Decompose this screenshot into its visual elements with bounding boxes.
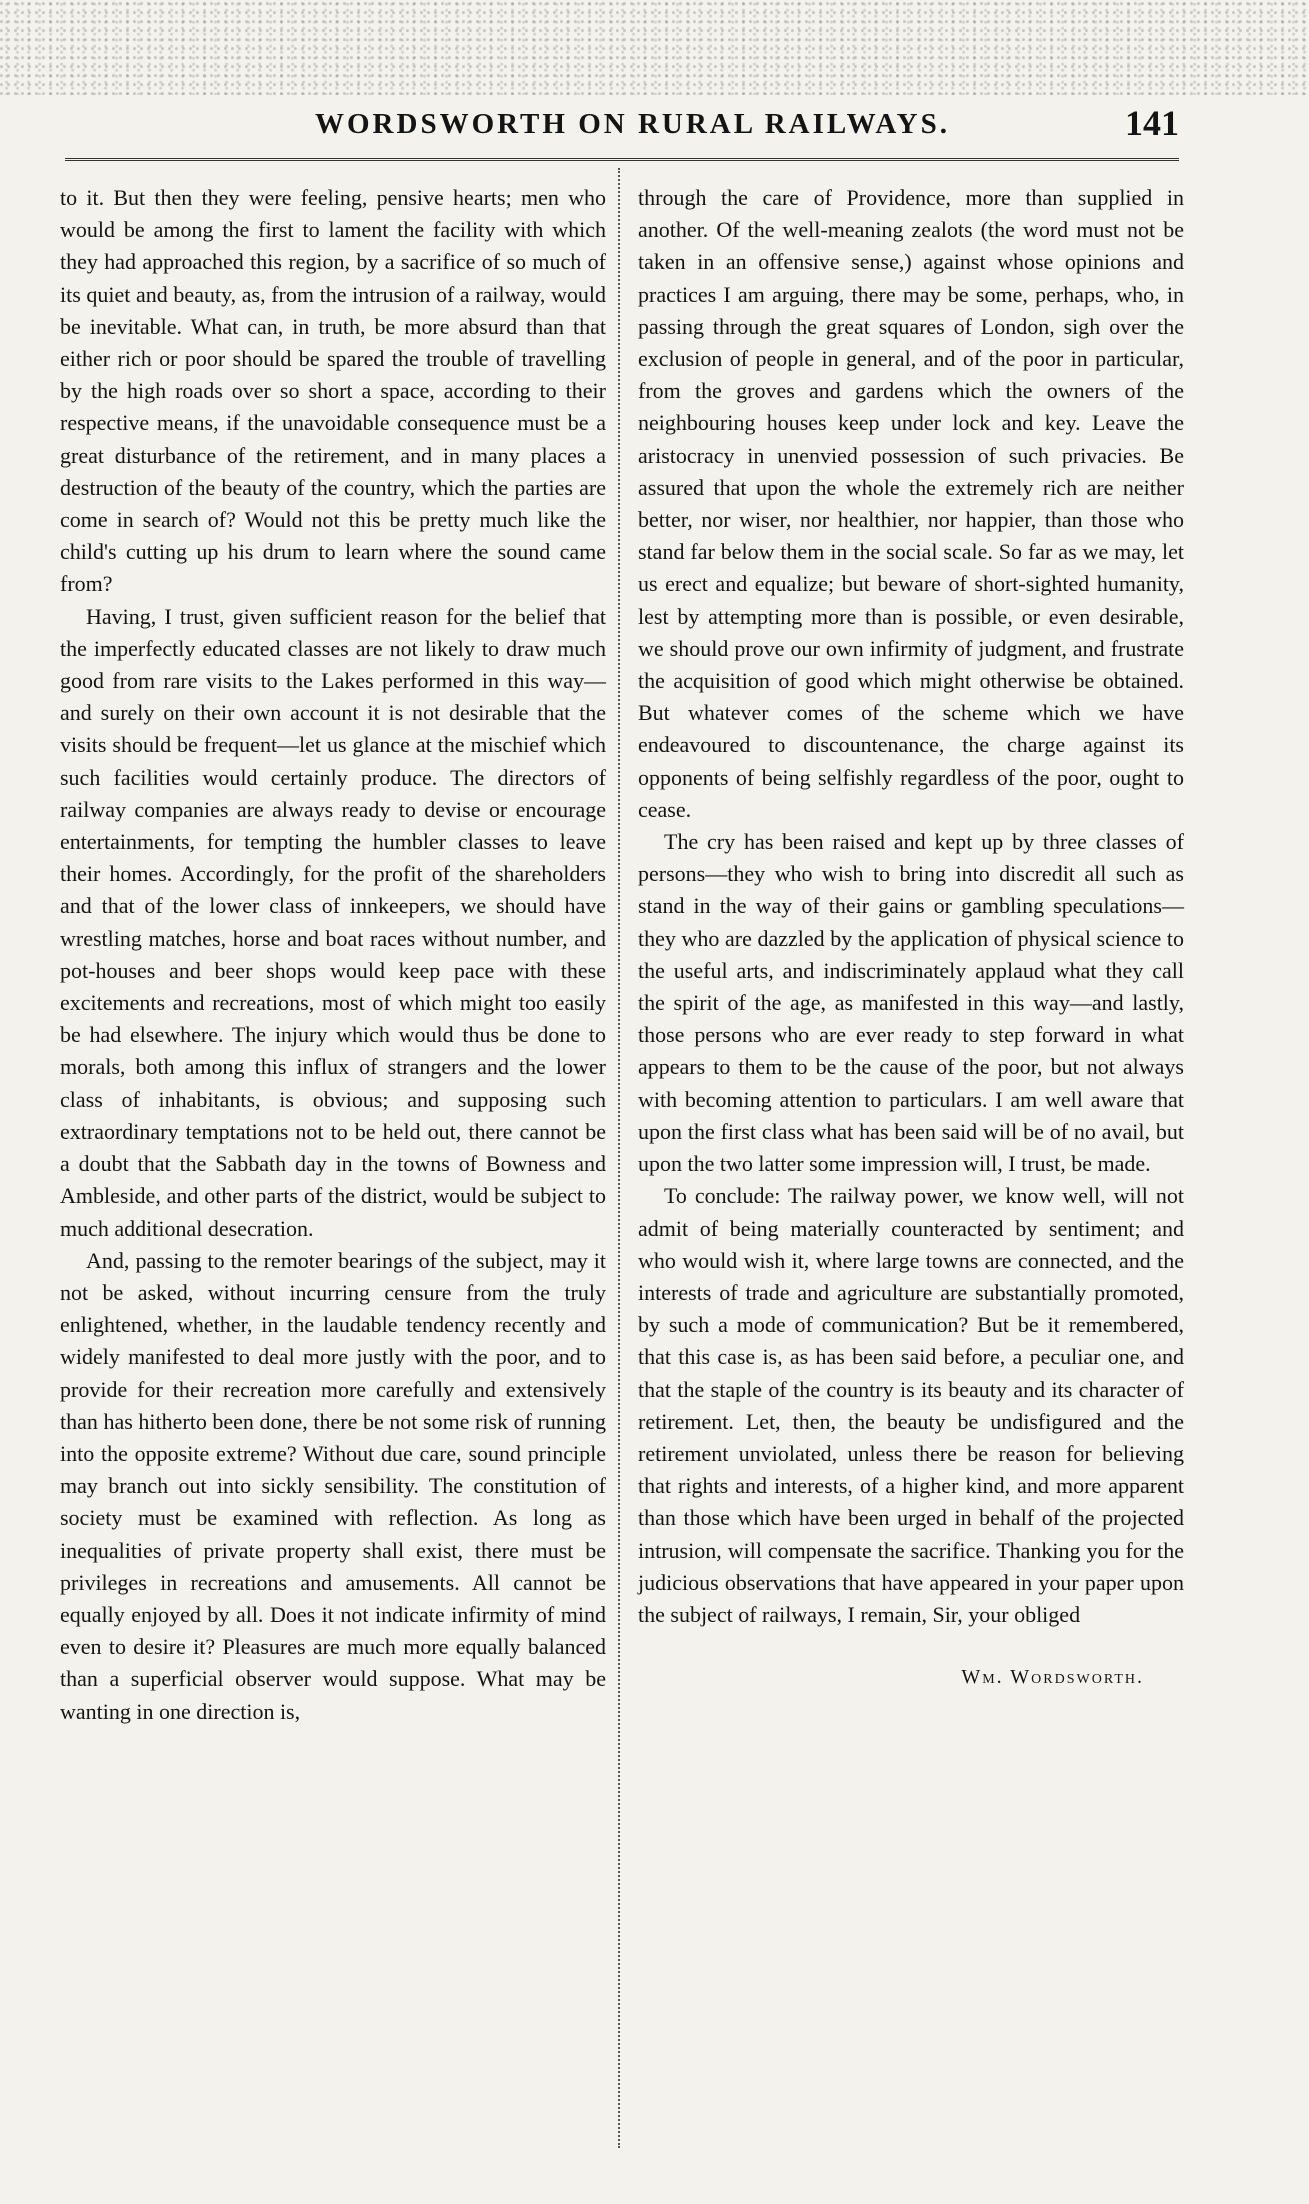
scan-noise-margin <box>0 0 1309 95</box>
right-column <box>638 182 1184 1693</box>
left-column <box>60 182 606 1728</box>
page-number: 141 <box>1125 103 1179 143</box>
page-header <box>0 103 1309 148</box>
right-paragraph-3: To conclude: The railway power, we know well, will not admit of being materially counteracted by sentiment; and who would wish it, where large towns are connected, and the interests of trade and agriculture are substantially promoted, by such a mode of communication? But be it remembered, that this case is, as has been said before, a peculiar one, and that the staple of the country is its beauty and its character of retirement. Let, then, the beauty be undisfigured and the retirement unviolated, unless there be reason for believing that rights and interests, of a higher kind, and more apparent than those which have been urged in behalf of the projected intrusion, will compensate the sacrifice. Thanking you for the judicious observations that have appeared in your paper upon the subject of railways, I remain, Sir, your obliged <box>638 1183 1184 1627</box>
right-paragraph-1: through the care of Providence, more than supplied in another. Of the well-meaning zealots (the word must not be taken in an offensive sense,) against whose opinions and practices I am arguing, there may be some, perhaps, who, in passing through the great squares of London, sigh over the exclusion of people in general, and of the poor in particular, from the groves and gardens which the owners of the neighbouring houses keep under lock and key. Leave the aristocracy in unenvied possession of such privacies. Be assured that upon the whole the extremely rich are neither better, nor wiser, nor healthier, nor happier, than those who stand far below them in the social scale. So far as we may, let us erect and equalize; but beware of short-sighted humanity, lest by attempting more than is possible, or even desirable, we should prove our own infirmity of judgment, and frustrate the acquisition of good which might otherwise be obtained. But whatever comes of the scheme which we have endeavoured to discountenance, the charge against its opponents of being selfishly regardless of the poor, ought to cease. <box>638 185 1184 822</box>
signature: Wm. Wordsworth. <box>961 1666 1144 1689</box>
right-paragraph-2: The cry has been raised and kept up by three classes of persons—they who wish to bring into discredit all such as stand in the way of their gains or gambling speculations—they who are dazzled by the application of physical science to the useful arts, and indiscriminately applaud what they call the spirit of the age, as manifested in this way—and lastly, those persons who are ever ready to step forward in what appears to them to be the cause of the poor, but not always with becoming attention to particulars. I am well aware that upon the first class what has been said will be of no avail, but upon the two latter some impression will, I trust, be made. <box>638 829 1184 1177</box>
left-paragraph-2: Having, I trust, given sufficient reason for the belief that the imperfectly educated classes are not likely to draw much good from rare visits to the Lakes performed in this way—and surely on their own account it is not desirable that the visits should be frequent—let us glance at the mischief which such facilities would certainly produce. The directors of railway companies are always ready to devise or encourage entertainments, for tempting the humbler classes to leave their homes. Accordingly, for the profit of the shareholders and that of the lower class of innkeepers, we should have wrestling matches, horse and boat races without number, and pot-houses and beer shops would keep pace with these excitements and recreations, most of which might too easily be had elsewhere. The injury which would thus be done to morals, both among this influx of strangers and the lower class of inhabitants, is obvious; and supposing such extraordinary temptations not to be held out, there cannot be a doubt that the Sabbath day in the towns of Bowness and Ambleside, and other parts of the district, would be subject to much additional desecration. <box>60 603 606 1241</box>
column-divider <box>618 168 620 2148</box>
running-title: WORDSWORTH ON RURAL RAILWAYS. <box>315 108 950 140</box>
left-paragraph-3: And, passing to the remoter bearings of the subject, may it not be asked, without incurring censure from the truly enlightened, whether, in the laudable tendency recently and widely manifested to deal more justly with the poor, and to provide for their recreation more carefully and extensively than has hitherto been done, there be not some risk of running into the opposite extreme? Without due care, sound principle may branch out into sickly sensibility. The constitution of society must be examined with reflection. As long as inequalities of private property shall exist, there must be privileges in recreations and amusements. All cannot be equally enjoyed by all. Does it not indicate infirmity of mind even to desire it? Pleasures are much more equally balanced than a superficial observer would suppose. What may be wanting in one direction is, <box>60 1247 606 1724</box>
left-paragraph-1: to it. But then they were feeling, pensive hearts; men who would be among the first to lament the facility with which they had approached this region, by a sacrifice of so much of its quiet and beauty, as, from the intrusion of a railway, would be inevitable. What can, in truth, be more absurd than that either rich or poor should be spared the trouble of travelling by the high roads over so short a space, according to their respective means, if the unavoidable consequence must be a great disturbance of the retirement, and in many places a destruction of the beauty of the country, which the parties are come in search of? Would not this be pretty much like the child's cutting up his drum to learn where the sound came from? <box>60 185 606 597</box>
header-rule <box>65 158 1179 161</box>
